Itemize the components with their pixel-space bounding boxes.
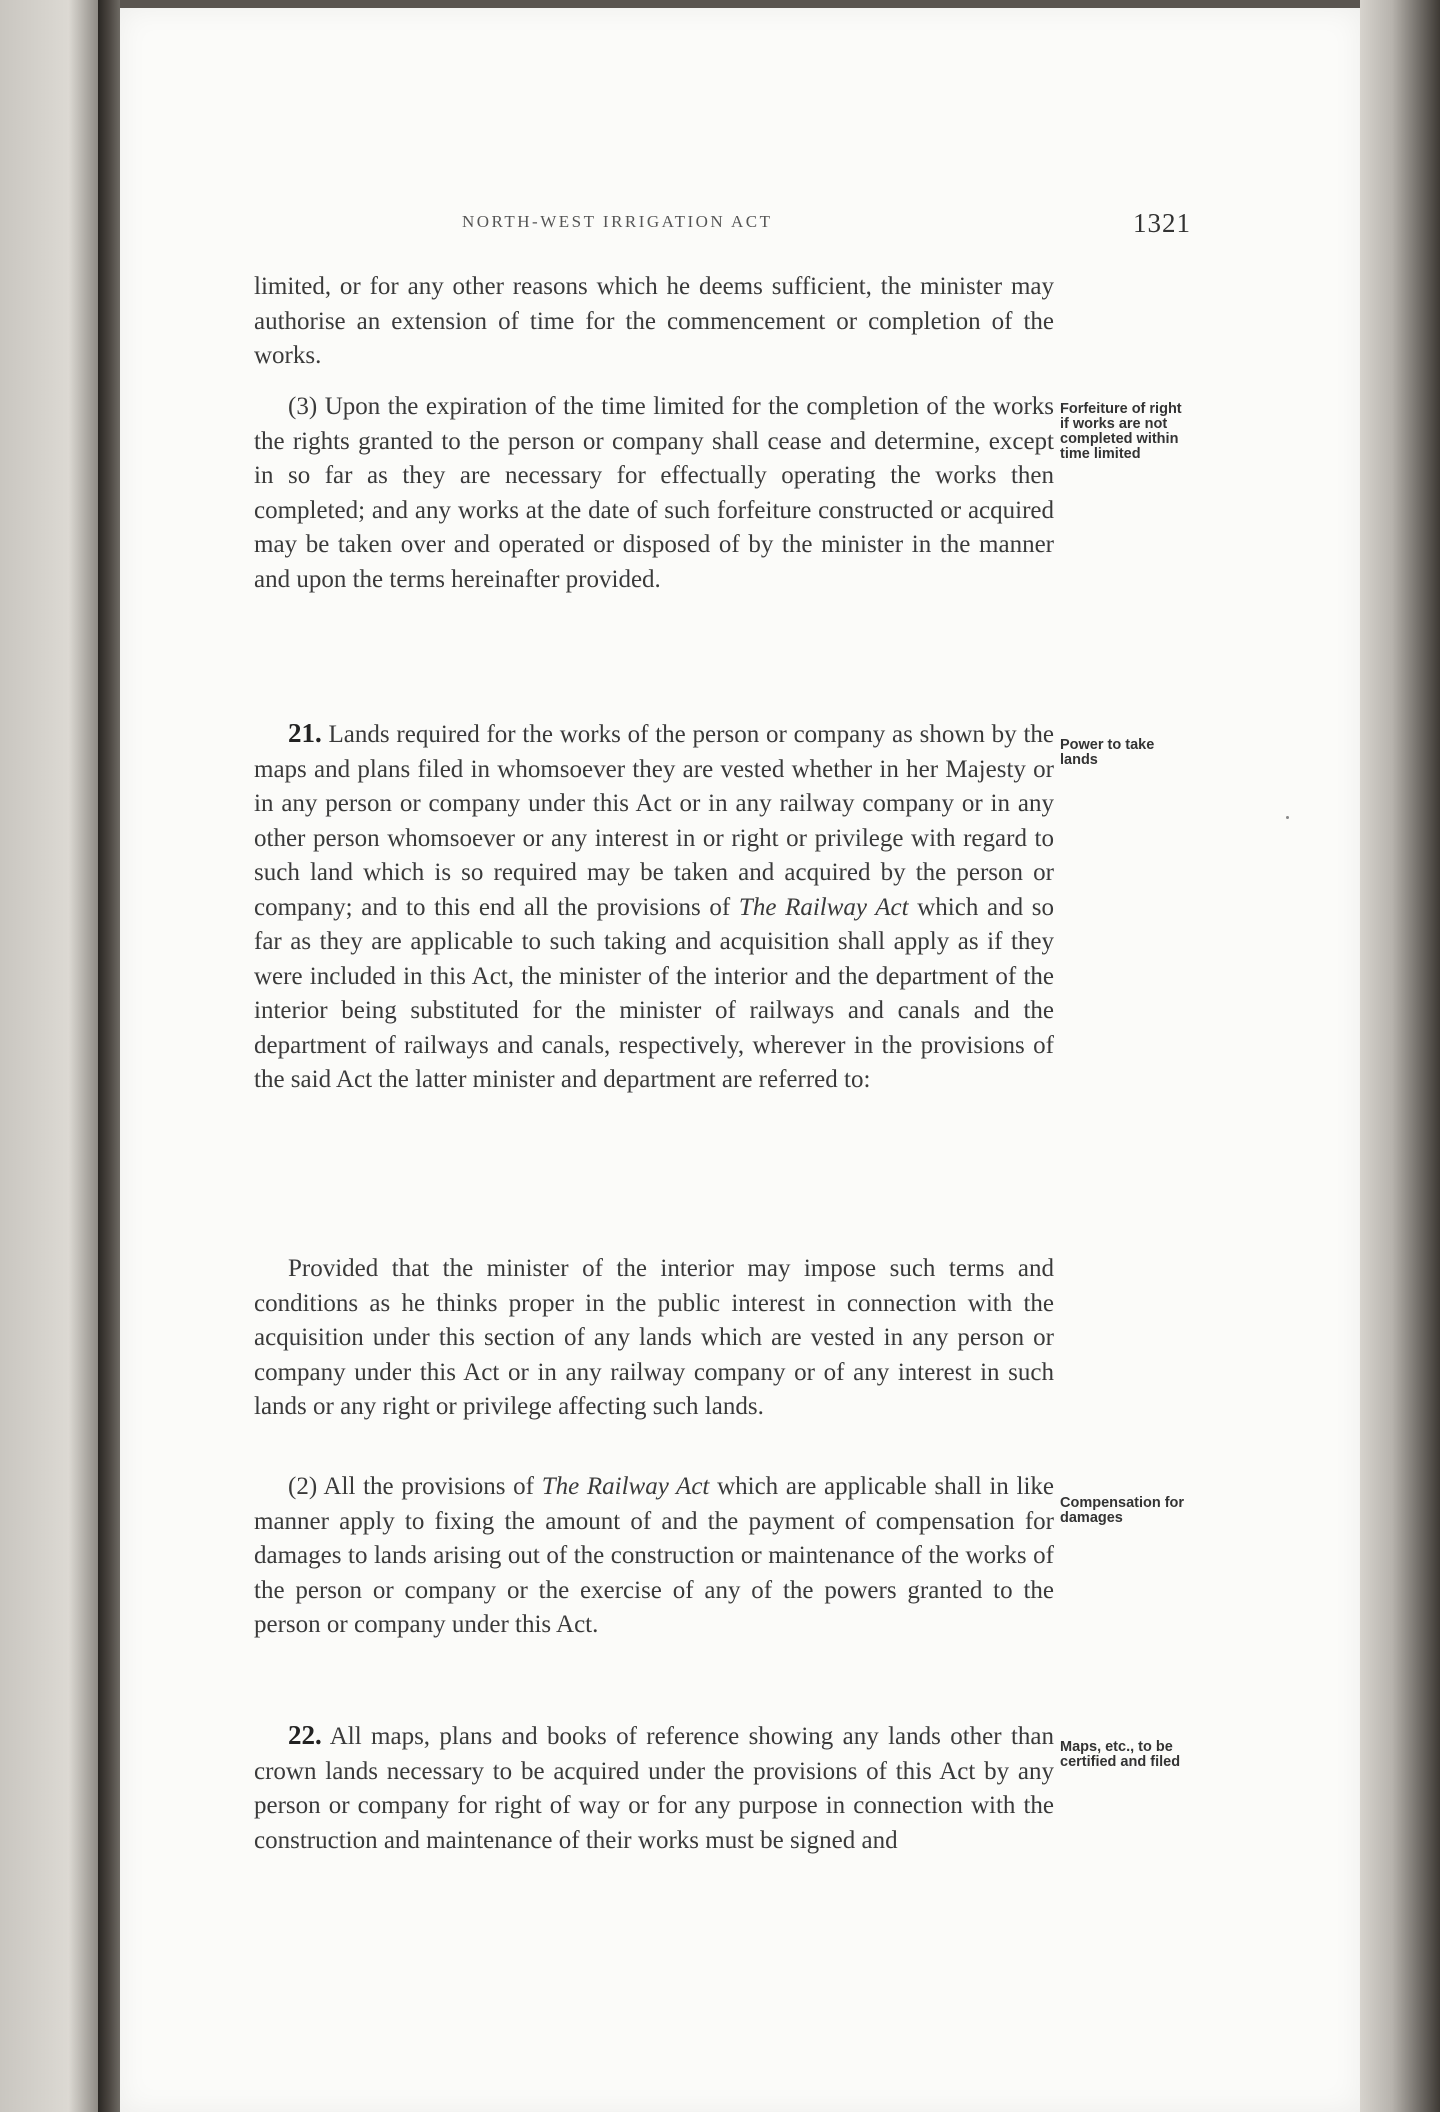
proviso [254,1252,1054,1425]
paragraph-text: limited, or for any other reasons which he deems sufficient, the minister may authorise an extension of time for the commencement or completion of the works. [254,273,1054,369]
paragraph-text: (2) All the provisions of [288,1473,535,1500]
left-page-edge [0,0,98,2112]
act-title-italic: The Railway Act [738,893,909,921]
section-number: 21. [288,718,322,748]
paragraph-text: (3) Upon the expiration of the time limited for the completion of the works the rights granted to the person or company shall cease and determine, except in so far as they are necessary for effectually operating the works then completed; and any works at the date of such forfeiture constructed or acquired may be taken over and operated or disposed of by the minister in the manner and upon the terms hereinafter provided. [254,393,1054,593]
margin-note-power-to-take: Power to take lands [1060,737,1155,768]
paragraph-continuation [254,270,1054,374]
paragraph-text: Provided that the minister of the interior may impose such terms and conditions as he thinks proper in the public interest in connection with the acquisition under this section of any lands which are vested in any person or company under this Act or in any railway company or of any interest in such lands or any right or privilege affecting such lands. [254,1255,1054,1420]
paragraph-text: All maps, plans and books of reference showing any lands other than crown lands necessary to be acquired under the provisions of this Act by any person or company for right of way or for any purpose in connection with the construction and maintenance of their works must be signed and [254,1723,1054,1854]
section-22 [254,1718,1054,1858]
margin-note-maps-certified: Maps, etc., to be certified and filed [1060,1739,1181,1770]
paragraph-text: which are applicable shall in like manner apply to fixing the amount of and the payment of compensation for damages to lands arising out of the construction or maintenance of the works of the person or company or the exercise of any of the powers granted to the person or company under this Act. [254,1473,1054,1638]
paper-speck [1286,816,1289,819]
section-21 [254,716,1054,1098]
margin-note-forfeiture: Forfeiture of right if works are not completed within time limited [1060,401,1182,462]
running-title: NORTH-WEST IRRIGATION ACT [462,212,773,231]
right-page-edge [1360,0,1440,2112]
book-gutter [98,0,120,2112]
section-number: 22. [288,1720,322,1750]
page-number: 1321 [1133,208,1191,238]
margin-note-compensation: Compensation for damages [1060,1495,1185,1526]
paragraph-text: Lands required for the works of the person or company as shown by the maps and plans filed in whomsoever they are vested whether in her Majesty or in any person or company under this Act or in any railway company or in any other person whomsoever or any interest in or right or privilege with regard to such land which is so required may be taken and acquired by the person or company; and to this end all the provisions of [254,721,1054,921]
subsection-3 [254,390,1054,597]
paragraph-text: which and so far as they are applicable to such taking and acquisition shall apply as if they were included in this Act, the minister of the interior and the department of the interior being substituted for the minister of railways and canals and the department of railways and canals, respectively, wherever in the provisions of the said Act the latter minister and department are referred to: [254,893,1054,1093]
act-title-italic: The Railway Act [541,1473,710,1500]
subsection-2 [254,1470,1054,1643]
